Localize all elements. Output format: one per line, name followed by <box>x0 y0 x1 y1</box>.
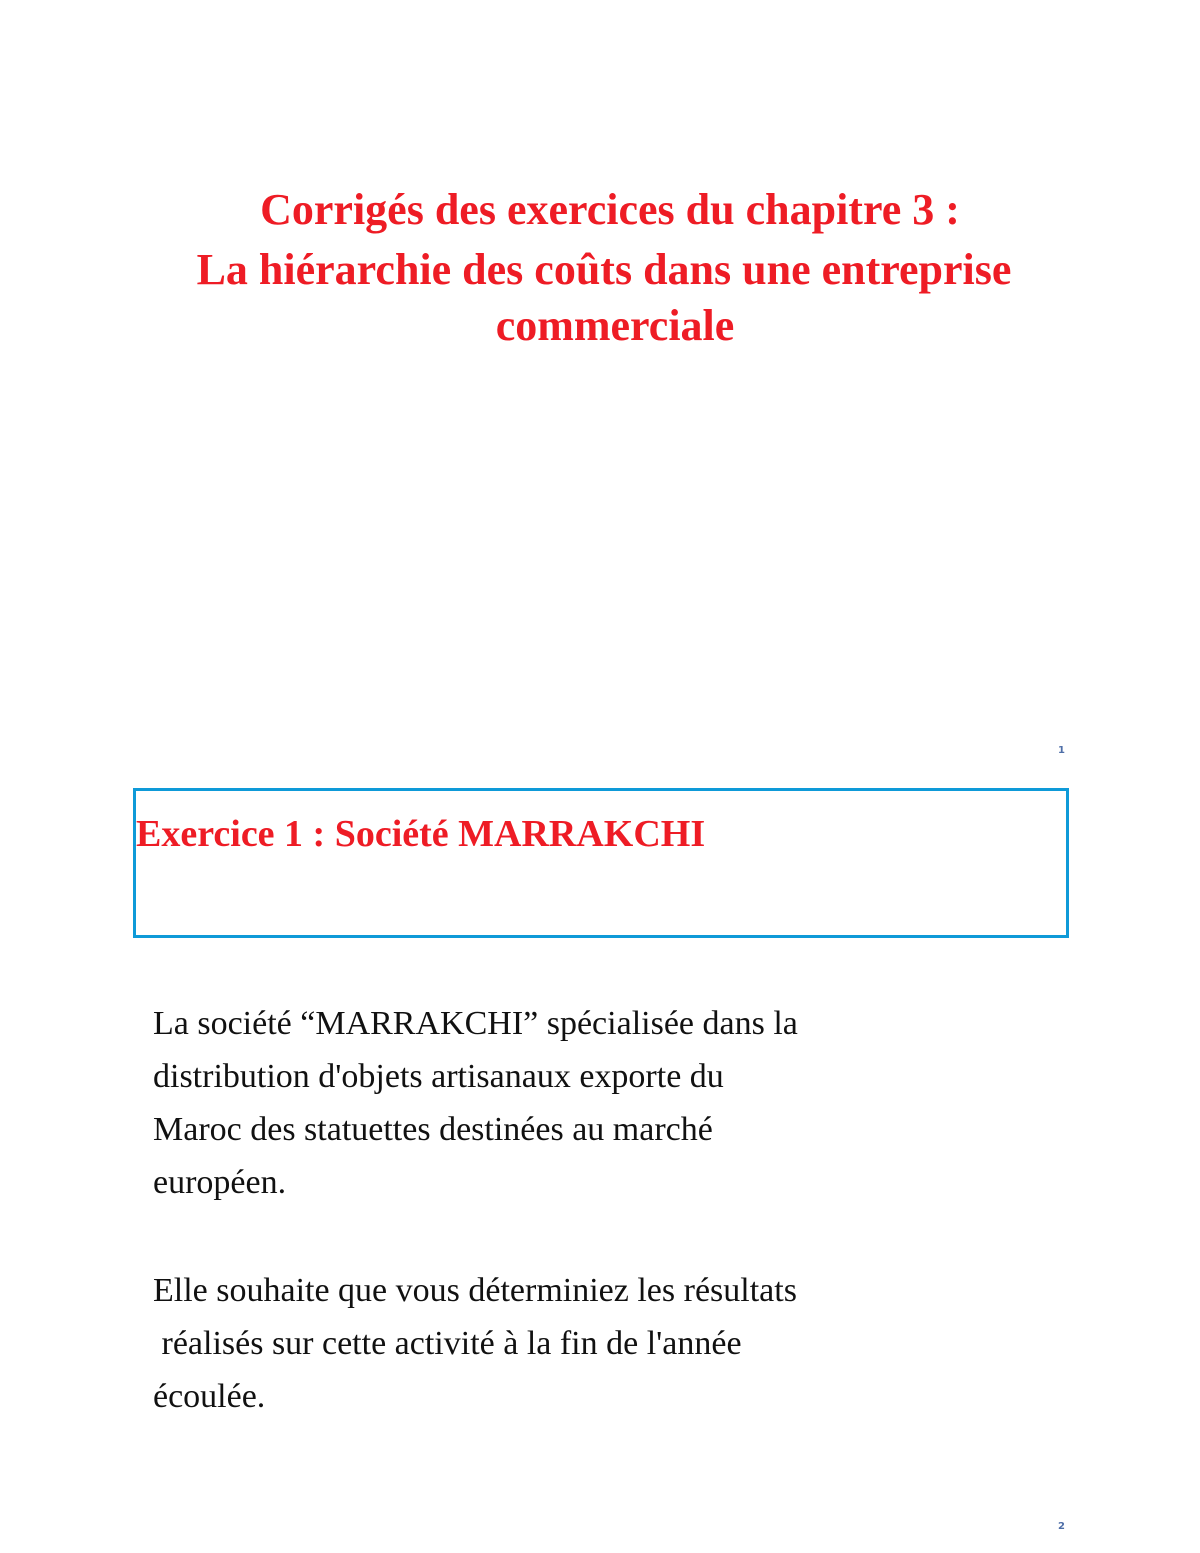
paragraph-line: réalisés sur cette activité à la fin de l'année <box>153 1325 742 1362</box>
paragraph-line: européen. <box>153 1164 287 1201</box>
document-title <box>0 180 1200 356</box>
page-number-1: 1 <box>1058 745 1065 756</box>
page-number-2: 2 <box>1058 1521 1065 1532</box>
paragraph-request <box>153 1264 797 1423</box>
paragraph-line: distribution d'objets artisanaux exporte du <box>153 1058 724 1095</box>
paragraph-intro <box>153 997 798 1209</box>
exercise-title: Exercice 1 : Société MARRAKCHI <box>136 813 706 855</box>
title-line-2: La hiérarchie des coûts dans une entreprise <box>196 245 1012 294</box>
paragraph-line: écoulée. <box>153 1378 266 1415</box>
paragraph-line: La société “MARRAKCHI” spécialisée dans la <box>153 1005 798 1042</box>
paragraph-line: Elle souhaite que vous déterminiez les résultats <box>153 1272 797 1309</box>
title-line-3: commerciale <box>495 301 735 350</box>
paragraph-line: Maroc des statuettes destinées au marché <box>153 1111 713 1148</box>
title-line-1: Corrigés des exercices du chapitre 3 : <box>260 185 960 234</box>
